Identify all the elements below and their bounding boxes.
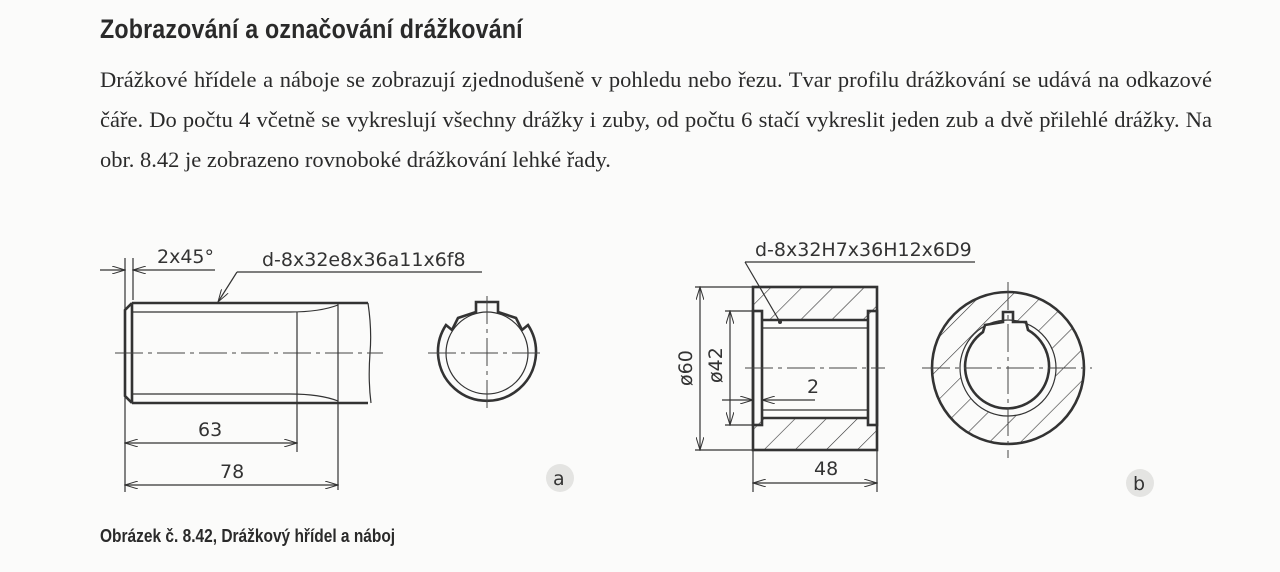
dimension-63: 63 — [198, 419, 223, 441]
shaft-spline-designation: d-8x32e8x36a11x6f8 — [262, 249, 466, 271]
figure-a-label: a — [553, 468, 565, 490]
figure-b-label: b — [1133, 473, 1146, 495]
dimension-diameter-42: ø42 — [705, 347, 727, 383]
shaft-cross-section — [428, 296, 544, 412]
dimension-diameter-60: ø60 — [675, 350, 697, 386]
figure-caption: Obrázek č. 8.42, Drážkový hřídel a náboj — [100, 526, 396, 546]
dimension-78: 78 — [220, 461, 245, 483]
dimension-2: 2 — [807, 376, 820, 398]
dimension-48: 48 — [814, 458, 839, 480]
body-paragraph: Drážkové hřídele a náboje se zobrazují zjednodušeně v pohledu nebo řezu. Tvar profilu drážkování se udává na odkazové čáře. Do počtu 4 včetně se vykreslují všechny drážky i zuby, od počtu 6 stačí vykreslit jeden zub a dvě přilehlé drážky. Na obr. 8.42 je zobrazeno rovnoboké drážkování lehké řady. — [100, 67, 1212, 172]
hub-spline-designation: d-8x32H7x36H12x6D9 — [755, 239, 972, 261]
shaft-side-view — [100, 246, 482, 492]
hub-cross-section — [922, 282, 1092, 458]
section-heading: Zobrazování a označování drážkování — [100, 14, 523, 44]
chamfer-dimension: 2x45° — [157, 246, 215, 268]
